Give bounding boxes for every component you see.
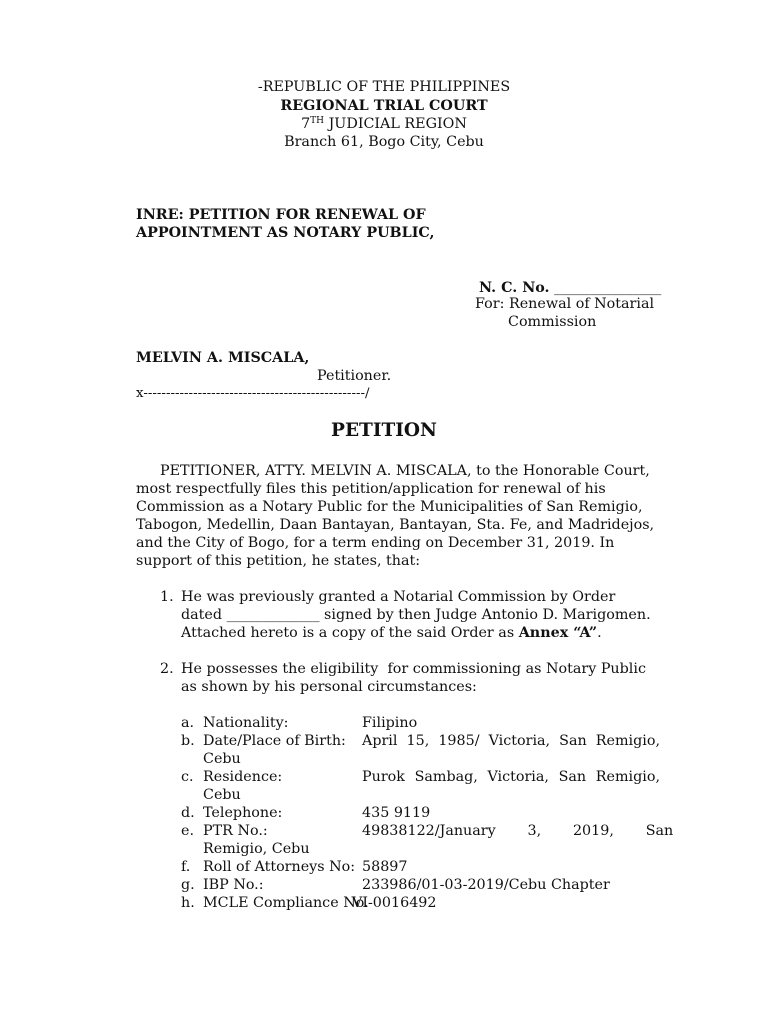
case-purpose-line-2: Commission xyxy=(508,314,597,330)
circumstance-value: VI-0016492 xyxy=(352,895,437,911)
case-number-label: N. C. No. xyxy=(479,280,550,296)
circumstance-value: April 15, 1985/ Victoria, San Remigio, xyxy=(362,733,660,749)
intro-line-5: and the City of Bogo, for a term ending on December 31, 2019. In xyxy=(136,535,615,551)
circumstance-label: Residence: xyxy=(203,769,283,785)
item-2-number: 2. xyxy=(160,661,174,677)
circumstance-label: PTR No.: xyxy=(203,823,268,839)
intro-line-6: support of this petition, he states, that: xyxy=(136,553,421,569)
circumstance-label: Telephone: xyxy=(203,805,283,821)
circumstance-value: 49838122/January 3, 2019, San xyxy=(362,823,674,839)
region-heading xyxy=(0,115,768,133)
circumstance-label: MCLE Compliance No. xyxy=(203,895,369,911)
item-1-line-1: He was previously granted a Notarial Commission by Order xyxy=(181,589,616,605)
region-number: 7 xyxy=(301,116,311,132)
circumstance-letter: c. xyxy=(181,769,194,785)
circumstance-value: 435 9119 xyxy=(362,805,431,821)
item-2-line-2: as shown by his personal circumstances: xyxy=(181,679,477,695)
circumstance-residence-continued: Cebu xyxy=(203,787,241,803)
circumstance-letter: f. xyxy=(181,859,191,875)
circumstance-value: Purok Sambag, Victoria, San Remigio, xyxy=(362,769,660,785)
circumstance-value: Filipino xyxy=(362,715,418,731)
case-number-blank: _______________ xyxy=(554,280,662,296)
circumstance-label: Roll of Attorneys No: xyxy=(203,859,356,875)
document-title: PETITION xyxy=(331,420,437,441)
caption-line-2: APPOINTMENT AS NOTARY PUBLIC, xyxy=(136,225,435,241)
item-1-number: 1. xyxy=(160,589,174,605)
item-1-line-2: dated _____________ signed by then Judge Antonio D. Marigomen. xyxy=(181,607,651,623)
intro-line-2: most respectfully files this petition/application for renewal of his xyxy=(136,481,606,497)
region-text: JUDICIAL REGION xyxy=(324,116,467,132)
circumstance-label: Nationality: xyxy=(203,715,289,731)
circumstance-letter: e. xyxy=(181,823,195,839)
case-purpose-line-1: For: Renewal of Notarial xyxy=(475,296,655,312)
item-1-line-3 xyxy=(181,624,602,642)
circumstance-ptr-continued: Remigio, Cebu xyxy=(203,841,310,857)
branch-heading: Branch 61, Bogo City, Cebu xyxy=(284,134,484,150)
circumstance-label: IBP No.: xyxy=(203,877,264,893)
annex-reference: Annex “A” xyxy=(518,625,598,641)
intro-line-4: Tabogon, Medellin, Daan Bantayan, Bantayan, Sta. Fe, and Madridejos, xyxy=(136,517,655,533)
region-suffix: TH xyxy=(310,116,325,126)
circumstance-letter: g. xyxy=(181,877,195,893)
circumstance-label: Date/Place of Birth: xyxy=(203,733,346,749)
caption-divider: x-------------------------------------------------/ xyxy=(136,386,370,401)
circumstance-value: 233986/01-03-2019/Cebu Chapter xyxy=(362,877,610,893)
petitioner-role: Petitioner. xyxy=(317,368,392,384)
circumstance-letter: h. xyxy=(181,895,195,911)
circumstance-birth-continued: Cebu xyxy=(203,751,241,767)
item-1-line-3-text: Attached hereto is a copy of the said Order as xyxy=(181,625,519,641)
republic-heading: -REPUBLIC OF THE PHILIPPINES xyxy=(257,79,511,95)
intro-line-1: PETITIONER, ATTY. MELVIN A. MISCALA, to the Honorable Court, xyxy=(160,463,650,479)
caption-line-1: INRE: PETITION FOR RENEWAL OF xyxy=(136,207,426,223)
intro-line-3: Commission as a Notary Public for the Municipalities of San Remigio, xyxy=(136,499,643,515)
item-1-period: . xyxy=(597,625,602,641)
circumstance-letter: a. xyxy=(181,715,195,731)
court-heading: REGIONAL TRIAL COURT xyxy=(280,98,488,114)
petitioner-name: MELVIN A. MISCALA, xyxy=(136,350,310,366)
item-2-line-1: He possesses the eligibility for commissioning as Notary Public xyxy=(181,661,646,677)
circumstance-value: 58897 xyxy=(362,859,408,875)
circumstance-letter: d. xyxy=(181,805,195,821)
circumstance-letter: b. xyxy=(181,733,195,749)
